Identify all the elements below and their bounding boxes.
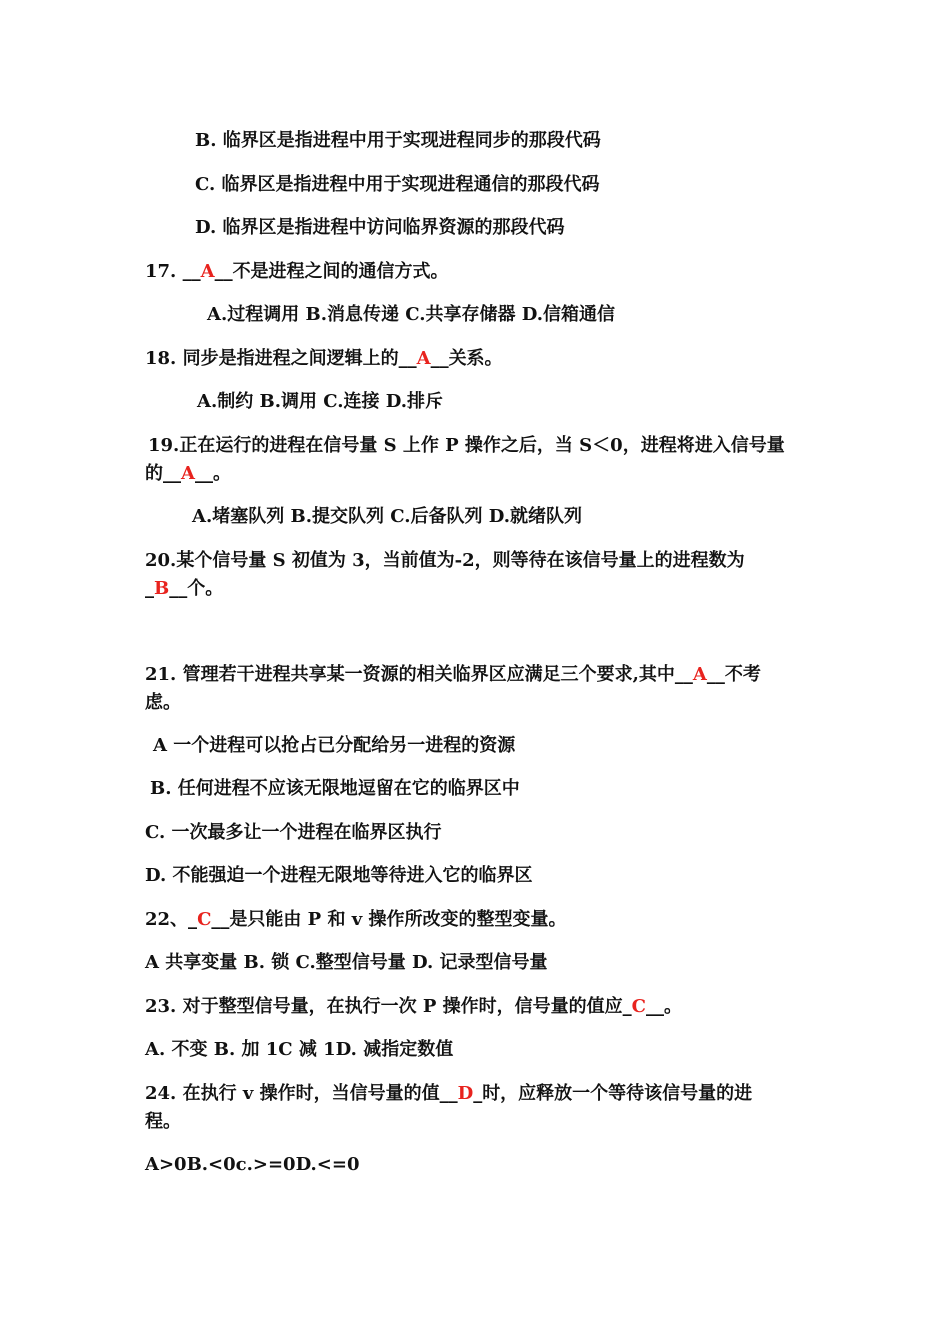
q20-question-line1: 20.某个信号量 S 初值为 3，当前值为-2，则等待在该信号量上的进程数为 — [145, 550, 745, 571]
q21-suffix: __不考 — [706, 664, 761, 685]
q16-option-c: C. 临界区是指进程中用于实现进程通信的那段代码 — [195, 174, 600, 195]
q18-question — [145, 345, 503, 373]
q21-option-c: C. 一次最多让一个进程在临界区执行 — [145, 822, 442, 843]
q17-answer: A — [200, 261, 215, 282]
q20-prefix: _ — [145, 578, 154, 599]
q24-prefix: 24. 在执行 v 操作时，当信号量的值__ — [145, 1083, 458, 1104]
q21-option-b: B. 任何进程不应该无限地逗留在它的临界区中 — [150, 778, 520, 799]
q23-question — [145, 993, 682, 1021]
q22-suffix: __是只能由 P 和 v 操作所改变的整型变量。 — [211, 909, 567, 930]
q18-prefix: 18. 同步是指进程之间逻辑上的__ — [145, 348, 417, 369]
q18-suffix: __关系。 — [430, 348, 503, 369]
q17-prefix: 17. __ — [145, 261, 201, 282]
q19-prefix: 的__ — [145, 463, 181, 484]
q23-suffix: __。 — [645, 996, 682, 1017]
q17-question — [145, 258, 449, 286]
q24-question-line2: 程。 — [145, 1111, 181, 1132]
q20-suffix: __个。 — [169, 578, 224, 599]
q21-answer: A — [692, 664, 707, 685]
q24-options: A>0B.<0c.>=0D.<=0 — [145, 1154, 360, 1175]
q21-prefix: 21. 管理若干进程共享某一资源的相关临界区应满足三个要求,其中__ — [145, 664, 693, 685]
q21-option-a: A 一个进程可以抢占已分配给另一进程的资源 — [153, 735, 516, 756]
q19-question-line1: 19.正在运行的进程在信号量 S 上作 P 操作之后，当 S＜0，进程将进入信号量 — [148, 435, 785, 456]
q22-question — [145, 906, 566, 934]
q23-prefix: 23. 对于整型信号量，在执行一次 P 操作时，信号量的值应_ — [145, 996, 632, 1017]
q19-question-line2 — [145, 460, 231, 488]
q18-options: A.制约 B.调用 C.连接 D.排斥 — [197, 391, 444, 412]
q22-answer: C — [197, 909, 212, 930]
q17-suffix: __不是进程之间的通信方式。 — [214, 261, 449, 282]
q16-option-d: D. 临界区是指进程中访问临界资源的那段代码 — [195, 217, 565, 238]
q20-answer: B — [154, 578, 170, 599]
q19-answer: A — [181, 463, 195, 484]
q23-options: A. 不变 B. 加 1C 减 1D. 减指定数值 — [145, 1039, 454, 1060]
q21-question-line1 — [145, 661, 761, 689]
q24-suffix: _时，应释放一个等待该信号量的进 — [473, 1083, 753, 1104]
q17-options: A.过程调用 B.消息传递 C.共享存储器 D.信箱通信 — [207, 304, 616, 325]
q20-question-line2 — [145, 575, 223, 603]
q19-suffix: __。 — [194, 463, 231, 484]
q16-option-b: B. 临界区是指进程中用于实现进程同步的那段代码 — [195, 130, 601, 151]
q23-answer: C — [631, 996, 646, 1017]
q19-options: A.堵塞队列 B.提交队列 C.后备队列 D.就绪队列 — [192, 506, 583, 527]
q18-answer: A — [416, 348, 431, 369]
q24-question-line1 — [145, 1080, 752, 1108]
q21-option-d: D. 不能强迫一个进程无限地等待进入它的临界区 — [145, 865, 533, 886]
q21-question-line2: 虑。 — [145, 692, 181, 713]
q22-options: A 共享变量 B. 锁 C.整型信号量 D. 记录型信号量 — [145, 952, 548, 973]
q24-answer: D — [457, 1083, 474, 1104]
q22-prefix: 22、_ — [145, 909, 198, 930]
